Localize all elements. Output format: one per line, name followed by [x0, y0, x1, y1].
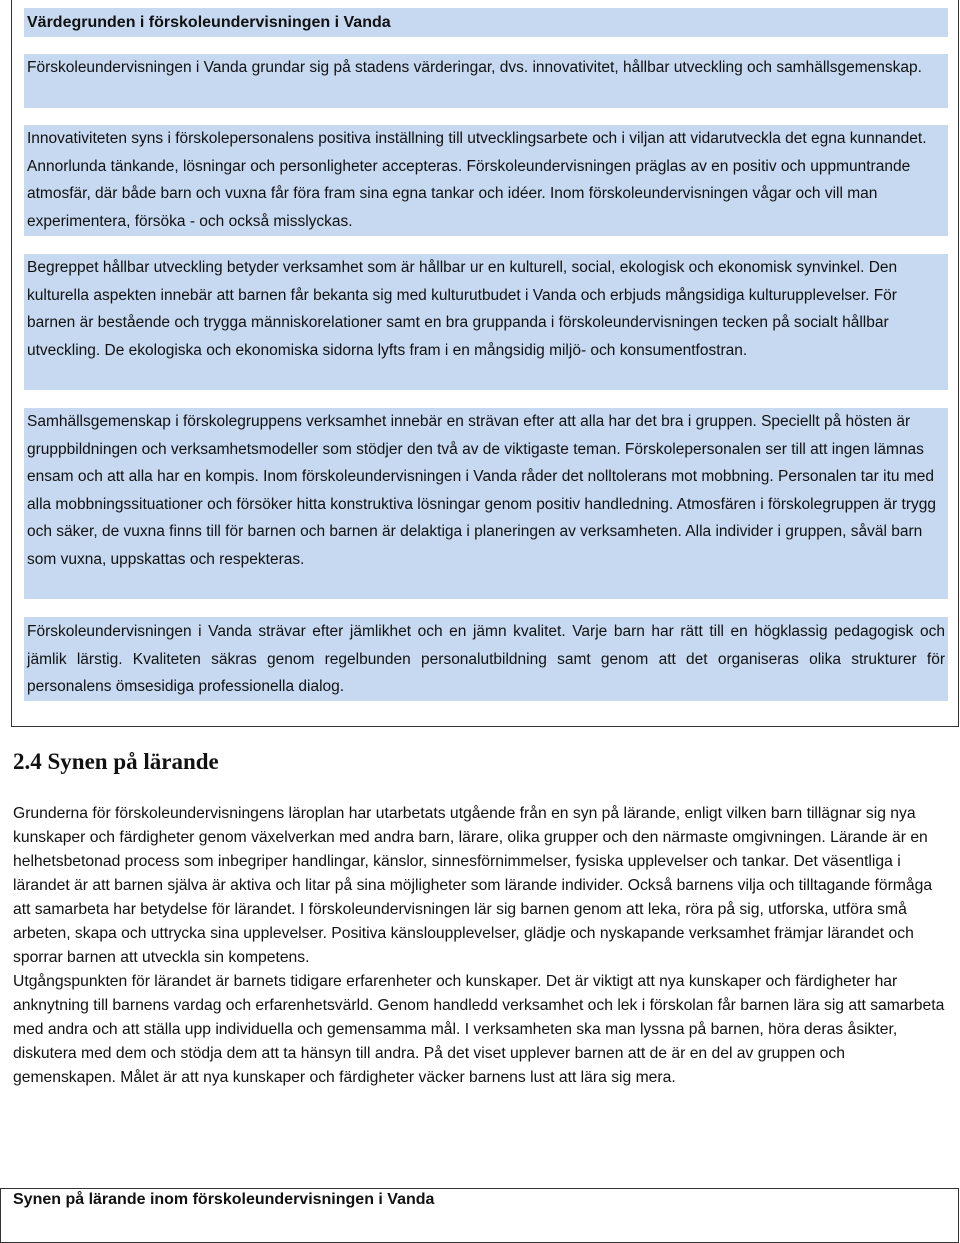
bottom-box-title: Synen på lärande inom förskoleundervisningen i Vanda: [13, 1191, 435, 1208]
box-paragraph-values: Förskoleundervisningen i Vanda grundar sig på stadens värderingar, dvs. innovativitet, hållbar utveckling och samhällsgemenskap.: [27, 59, 922, 76]
section-body: [13, 802, 948, 1090]
section-paragraph-2: Utgångspunkten för lärandet är barnets tidigare erfarenheter och kunskaper. Det är viktigt att nya kunskaper och färdigheter har anknytning till barnens vardag och erfarenhetsvärld. Genom handledd verksamhet och lek i förskolan får barnen lära sig att samarbeta med andra och att ställa upp individuella och gemensamma mål. I verksamheten ska man lyssna på barnen, höra deras åsikter, diskutera med dem och stödja dem att ta hänsyn till andra. På det viset upplever barnen att de är en del av gruppen och gemenskapen. Målet är att nya kunskaper och färdigheter väcker barnens lust att lära sig mera.: [13, 973, 945, 1086]
box-title: Värdegrunden i förskoleundervisningen i Vanda: [27, 14, 391, 31]
box-paragraph-equality: Förskoleundervisningen i Vanda strävar efter jämlikhet och en jämn kvalitet. Varje barn har rätt till en högklassig pedagogisk och jämlik lärstig. Kvaliteten säkras genom regelbunden personalutbildning samt genom att det organiseras olika strukturer för personalens ömsesidiga professionella dialog.: [27, 623, 945, 695]
box-paragraph-sustainability: Begreppet hållbar utveckling betyder verksamhet som är hållbar ur en kulturell, social, ekologisk och ekonomisk synvinkel. Den kulturella aspekten innebär att barnen får bekanta sig med kulturutbudet i Vanda och erbjuds mångsidiga kulturupplevelser. För barnen är bestående och trygga människorelationer samt en bra gruppanda i förskoleundervisningen tecken på socialt hållbar utveckling. De ekologiska och ekonomiska sidorna lyfts fram i en mångsidig miljö- och konsumentfostran.: [27, 259, 898, 359]
box-paragraph-innovation: Innovativiteten syns i förskolepersonalens positiva inställning till utvecklingsarbete och i viljan att vidarutveckla det egna kunnandet. Annorlunda tänkande, lösningar och personligheter accepteras. Förskoleundervisningen präglas av en positiv och uppmuntrande atmosfär, där både barn och vuxna får föra fram sina egna tankar och idéer. Inom förskoleundervisningen vågar och vill man experimentera, försöka - och också misslyckas.: [27, 130, 927, 230]
section-paragraph-1: Grunderna för förskoleundervisningens läroplan har utarbetats utgående från en syn på lärande, enligt vilken barn tillägnar sig nya kunskaper och färdigheter genom växelverkan med andra barn, lärare, olika grupper och den närmaste omgivningen. Lärande är en helhetsbetonad process som inbegriper handlingar, känslor, sinnesförnimmelser, fysiska upplevelser och tankar. Det väsentliga i lärandet är att barnen själva är aktiva och litar på sina möjligheter som lärande individer. Också barnens vilja och tilltagande förmåga att samarbeta har betydelse för lärandet. I förskoleundervisningen lär sig barnen genom att leka, röra på sig, utforska, utföra små arbeten, skapa och uttrycka sina upplevelser. Positiva känsloupplevelser, glädje och nyskapande verksamhet främjar lärandet och sporrar barnen att utveckla sin kompetens.: [13, 805, 933, 966]
box-paragraph-community: Samhällsgemenskap i förskolegruppens verksamhet innebär en strävan efter att alla har det bra i gruppen. Speciellt på hösten är gruppbildningen och verksamhetsmodeller som stödjer den två av de viktigaste teman. Förskolepersonalen ser till att ingen lämnas ensam och att alla har en kompis. Inom förskoleundervisningen i Vanda råder det nolltolerans mot mobbning. Personalen tar itu med alla mobbningssituationer och försöker hitta konstruktiva lösningar genom positiv handledning. Atmosfären i förskolegruppen är trygg och säker, de vuxna finns till för barnen och barnen är delaktiga i planeringen av verksamheten. Alla individer i gruppen, såväl barn som vuxna, uppskattas och respekteras.: [27, 413, 936, 568]
section-heading: 2.4 Synen på lärande: [13, 749, 219, 774]
